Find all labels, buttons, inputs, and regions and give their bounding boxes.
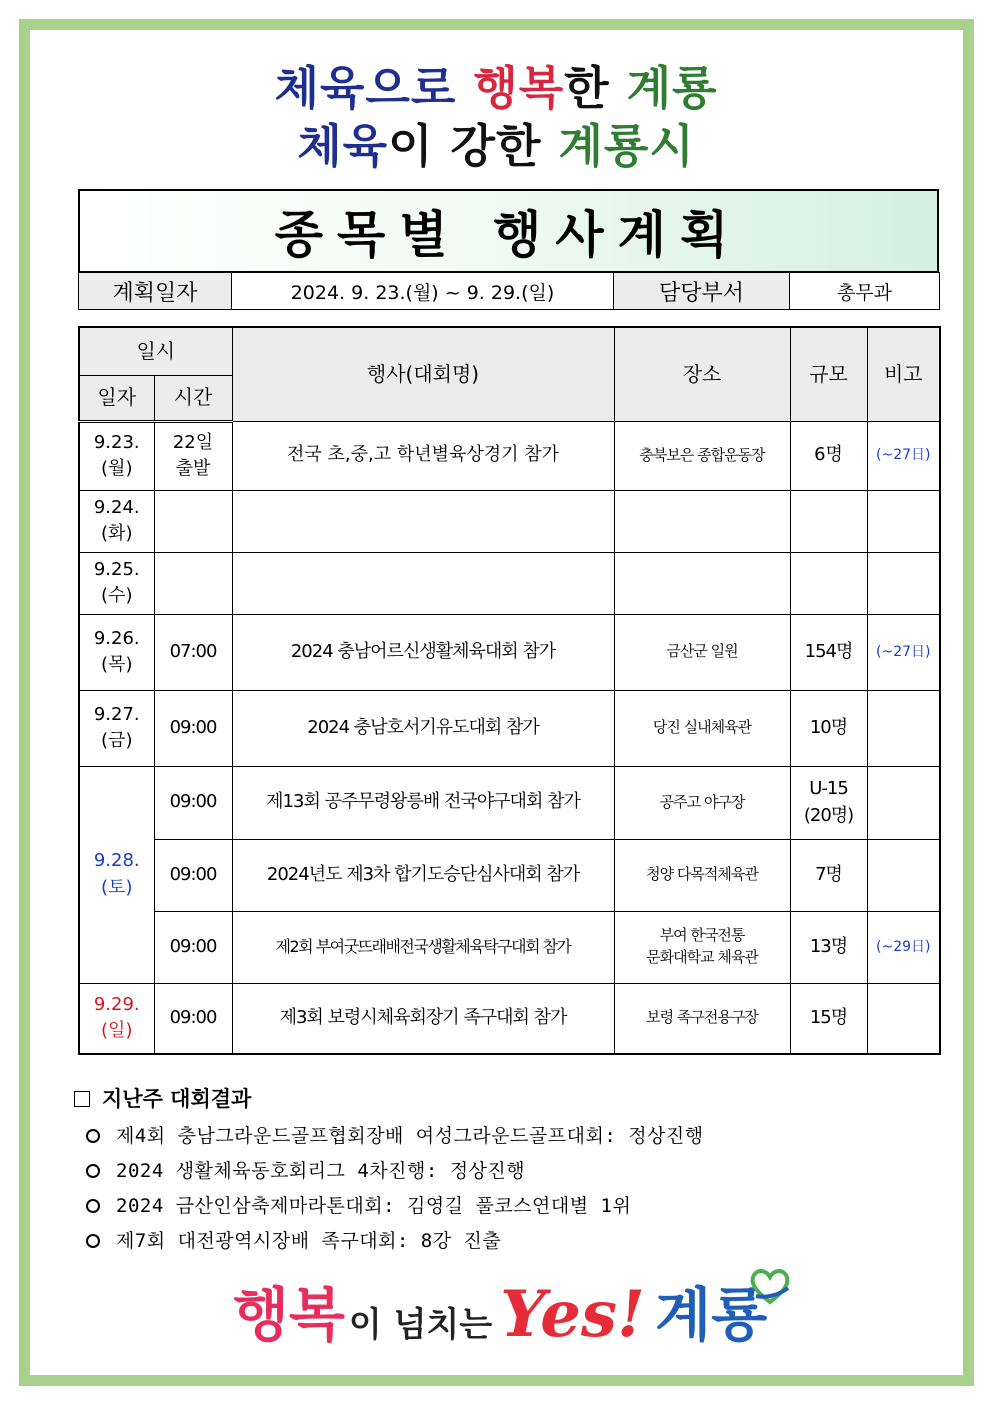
time-text: 출발 — [175, 458, 211, 479]
plan-info-table — [78, 272, 940, 310]
row-note — [867, 490, 940, 552]
results-title-text: 지난주 대회결과 — [102, 1087, 252, 1111]
row-place: 청양 다목적체육관 — [614, 839, 790, 911]
place-text: 부여 한국전통 — [659, 926, 745, 945]
scale-text: (20명) — [803, 804, 854, 826]
circle-bullet-icon — [86, 1129, 100, 1143]
row-place: 금산군 일원 — [614, 614, 790, 690]
slogan-word: 으로 — [365, 61, 474, 115]
table-row — [79, 490, 940, 552]
row-scale: 154명 — [790, 614, 867, 690]
slogan-word: 한 — [564, 61, 627, 115]
row-note: (~27日) — [867, 421, 940, 490]
slogan-word: 행복 — [473, 61, 565, 115]
row-note — [867, 766, 940, 839]
slogan-word: 체육 — [297, 119, 389, 173]
header-event: 행사(대회명) — [232, 327, 614, 421]
weekday-text: (토) — [101, 876, 133, 898]
row-time: 09:00 — [154, 766, 232, 839]
row-event — [232, 490, 614, 552]
table-row — [79, 839, 940, 911]
result-text: 제7회 대전광역시장배 족구대회: 8강 진출 — [116, 1230, 502, 1252]
date-text: 9.29. — [93, 994, 140, 1016]
event-schedule-table — [78, 326, 941, 1055]
dept-value: 총무과 — [790, 273, 940, 310]
date-text: 9.23. — [93, 431, 140, 453]
list-item — [86, 1121, 934, 1148]
row-date — [79, 490, 154, 552]
footer-logo-word: 계룡 — [655, 1281, 768, 1349]
row-event: 제13회 공주무령왕릉배 전국야구대회 참가 — [232, 766, 614, 839]
table-row — [79, 614, 940, 690]
list-item — [86, 1156, 934, 1183]
row-scale: 7명 — [790, 839, 867, 911]
header-note: 비고 — [867, 327, 940, 421]
row-scale — [790, 490, 867, 552]
scale-text: U-15 — [809, 778, 848, 800]
weekday-text: (수) — [101, 585, 133, 606]
date-text: 9.24. — [93, 496, 140, 518]
row-note — [867, 983, 940, 1054]
row-place — [614, 911, 790, 983]
table-row — [79, 552, 940, 614]
row-note: (~29日) — [867, 911, 940, 983]
header-date: 일자 — [79, 375, 154, 421]
results-heading — [74, 1083, 934, 1113]
date-text: 9.26. — [93, 627, 140, 649]
header-time: 시간 — [154, 375, 232, 421]
table-row — [79, 766, 940, 839]
row-date — [79, 421, 154, 490]
dept-label: 담당부서 — [614, 273, 790, 310]
row-scale — [790, 552, 867, 614]
circle-bullet-icon — [86, 1234, 100, 1248]
weekday-text: (월) — [101, 458, 133, 479]
row-time — [154, 552, 232, 614]
row-date — [79, 552, 154, 614]
row-scale: 10명 — [790, 690, 867, 766]
list-item — [86, 1191, 934, 1218]
result-text: 제4회 충남그라운드골프협회장배 여성그라운드골프대회: 정상진행 — [116, 1125, 704, 1147]
row-place: 공주고 야구장 — [614, 766, 790, 839]
row-place: 보령 족구전용구장 — [614, 983, 790, 1054]
weekday-text: (금) — [101, 730, 133, 751]
row-event: 2024 충남호서기유도대회 참가 — [232, 690, 614, 766]
slogan-line-1 — [0, 52, 992, 118]
weekday-text: (목) — [101, 654, 133, 675]
last-week-results — [74, 1083, 934, 1261]
footer-logo-word: Yes! — [500, 1277, 646, 1352]
row-time: 07:00 — [154, 614, 232, 690]
header-scale: 규모 — [790, 327, 867, 421]
row-place: 당진 실내체육관 — [614, 690, 790, 766]
slogan-line-2 — [0, 110, 992, 176]
row-event: 2024년도 제3차 합기도승단심사대회 참가 — [232, 839, 614, 911]
row-event — [232, 552, 614, 614]
date-text: 9.27. — [93, 703, 140, 725]
table-row — [79, 690, 940, 766]
row-date — [79, 690, 154, 766]
row-date — [79, 983, 154, 1054]
footer-logo — [190, 1252, 810, 1352]
row-note — [867, 552, 940, 614]
heart-icon — [748, 1266, 792, 1306]
slogan-word: 체육 — [274, 61, 366, 115]
row-time — [154, 421, 232, 490]
slogan-word: 이 강한 — [388, 119, 559, 173]
circle-bullet-icon — [86, 1199, 100, 1213]
row-scale: 6명 — [790, 421, 867, 490]
weekday-text: (일) — [101, 1020, 133, 1042]
title-box — [78, 189, 939, 273]
time-text: 22일 — [172, 431, 214, 453]
row-event: 제2회 부여굿뜨래배전국생활체육탁구대회 참가 — [232, 911, 614, 983]
row-time: 09:00 — [154, 839, 232, 911]
result-text: 2024 금산인삼축제마라톤대회: 김영길 풀코스연대별 1위 — [116, 1195, 632, 1217]
place-text: 문화대학교 체육관 — [646, 948, 758, 966]
footer-logo-word: 행복 — [232, 1281, 345, 1349]
row-time — [154, 490, 232, 552]
row-date — [79, 614, 154, 690]
row-time: 09:00 — [154, 911, 232, 983]
row-place — [614, 490, 790, 552]
row-note: (~27日) — [867, 614, 940, 690]
row-time: 09:00 — [154, 983, 232, 1054]
row-note — [867, 690, 940, 766]
page-title: 종목별 행사계획 — [274, 206, 743, 264]
slogan-word: 계룡 — [626, 61, 718, 115]
row-scale: 13명 — [790, 911, 867, 983]
circle-bullet-icon — [86, 1164, 100, 1178]
row-scale — [790, 766, 867, 839]
list-item — [86, 1226, 934, 1253]
footer-logo-word: 이 넘치는 — [348, 1305, 493, 1345]
row-event: 2024 충남어르신생활체육대회 참가 — [232, 614, 614, 690]
row-time: 09:00 — [154, 690, 232, 766]
checkbox-square-icon — [74, 1091, 90, 1107]
row-date — [79, 766, 154, 983]
row-event: 전국 초,중,고 학년별육상경기 참가 — [232, 421, 614, 490]
table-row — [79, 911, 940, 983]
table-row — [79, 983, 940, 1054]
date-text: 9.28. — [93, 850, 140, 872]
row-place: 충북보은 종합운동장 — [614, 421, 790, 490]
row-note — [867, 839, 940, 911]
table-row — [79, 421, 940, 490]
row-place — [614, 552, 790, 614]
weekday-text: (화) — [101, 523, 133, 544]
row-scale: 15명 — [790, 983, 867, 1054]
result-text: 2024 생활체육동호회리그 4차진행: 정상진행 — [116, 1160, 526, 1182]
row-event: 제3회 보령시체육회장기 족구대회 참가 — [232, 983, 614, 1054]
header-datetime: 일시 — [79, 327, 232, 375]
slogan-word: 계룡시 — [558, 119, 695, 173]
header-place: 장소 — [614, 327, 790, 421]
plan-date-label: 계획일자 — [79, 273, 232, 310]
date-text: 9.25. — [93, 558, 140, 580]
plan-date-value: 2024. 9. 23.(월) ~ 9. 29.(일) — [232, 273, 614, 310]
